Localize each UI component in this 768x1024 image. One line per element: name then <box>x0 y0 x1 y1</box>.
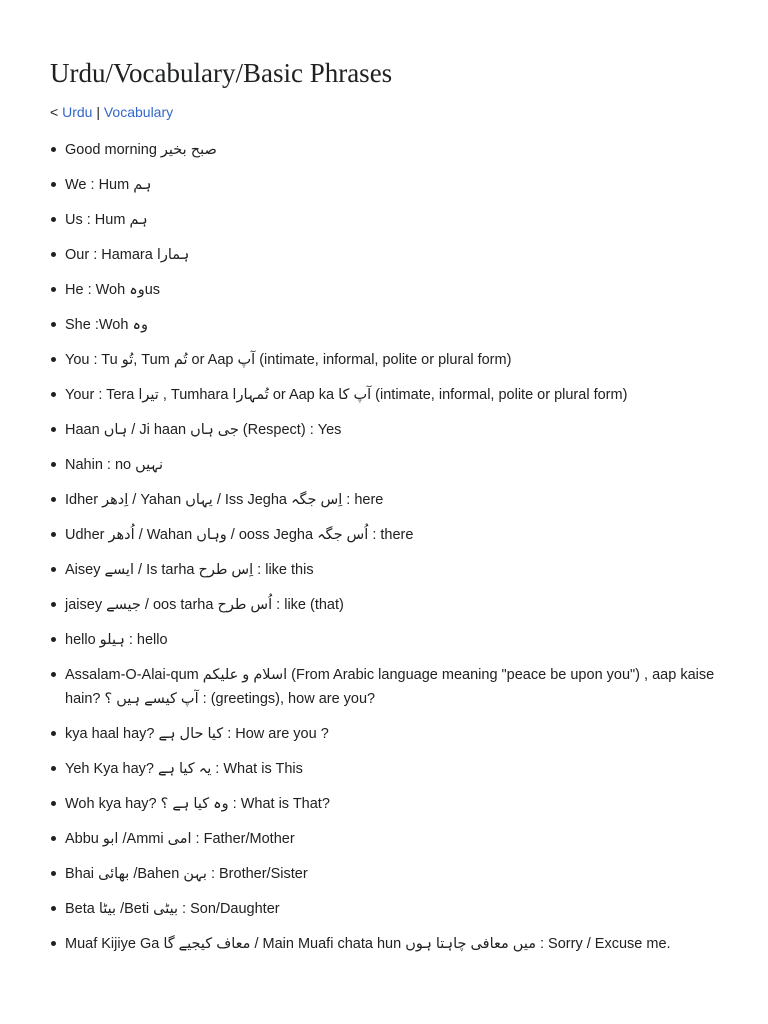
phrase-list <box>50 138 740 967</box>
list-item: He : Woh وہus <box>50 278 740 302</box>
list-item: Beta بیٹا /Beti بیٹی : Son/Daughter <box>50 897 740 921</box>
list-item: Yeh Kya hay? یہ کیا ہے : What is This <box>50 757 740 781</box>
breadcrumb-prefix: < <box>50 104 59 120</box>
breadcrumb-link-urdu[interactable]: Urdu <box>62 104 93 120</box>
list-item: Nahin : no نہیں <box>50 453 740 477</box>
list-item: We : Hum ہم <box>50 173 740 197</box>
page-title: Urdu/Vocabulary/Basic Phrases <box>50 58 393 88</box>
list-item: Muaf Kijiye Ga معاف کیجیے گا / Main Muafi chata hun میں معافی چاہتا ہوں : Sorry / Excuse me. <box>50 932 740 956</box>
list-item: Aisey ایسے / Is tarha اِس طرح : like this <box>50 558 740 582</box>
list-item: Haan ہاں / Ji haan جی ہاں (Respect) : Yes <box>50 418 740 442</box>
list-item: Bhai بھائی /Bahen بہن : Brother/Sister <box>50 862 740 886</box>
breadcrumb <box>50 104 173 120</box>
list-item: Udher اُدھر / Wahan وہاں / ooss Jegha اُس جگہ : there <box>50 523 740 547</box>
list-item: jaisey جیسے / oos tarha اُس طرح : like (that) <box>50 593 740 617</box>
breadcrumb-link-vocabulary[interactable]: Vocabulary <box>103 104 174 120</box>
list-item: Our : Hamara ہمارا <box>50 243 740 267</box>
list-item: You : Tu تُو, Tum تُم or Aap آپ (intimate, informal, polite or plural form) <box>50 348 740 372</box>
list-item: Us : Hum ہم <box>50 208 740 232</box>
list-item: kya haal hay? کیا حال ہے : How are you ? <box>50 722 740 746</box>
list-item: Good morning صبح بخیر <box>50 138 740 162</box>
list-item: Your : Tera تیرا , Tumhara تُمہارا or Aap ka آپ کا (intimate, informal, polite or plural form) <box>50 383 740 407</box>
list-item: Assalam-O-Alai-qum اسلام و علیکم (From Arabic language meaning "peace be upon you") , aap kaise hain? آپ کیسے ہیں ؟ : (greetings), how are you? <box>50 663 740 711</box>
breadcrumb-separator: | <box>96 104 100 120</box>
list-item: Abbu ابو /Ammi امی : Father/Mother <box>50 827 740 851</box>
list-item: Idher اِدھر / Yahan یہاں / Iss Jegha اِس جگہ : here <box>50 488 740 512</box>
list-item: hello ہیلو : hello <box>50 628 740 652</box>
list-item: She :Woh وہ <box>50 313 740 337</box>
list-item: Woh kya hay? وہ کیا ہے ؟ : What is That? <box>50 792 740 816</box>
